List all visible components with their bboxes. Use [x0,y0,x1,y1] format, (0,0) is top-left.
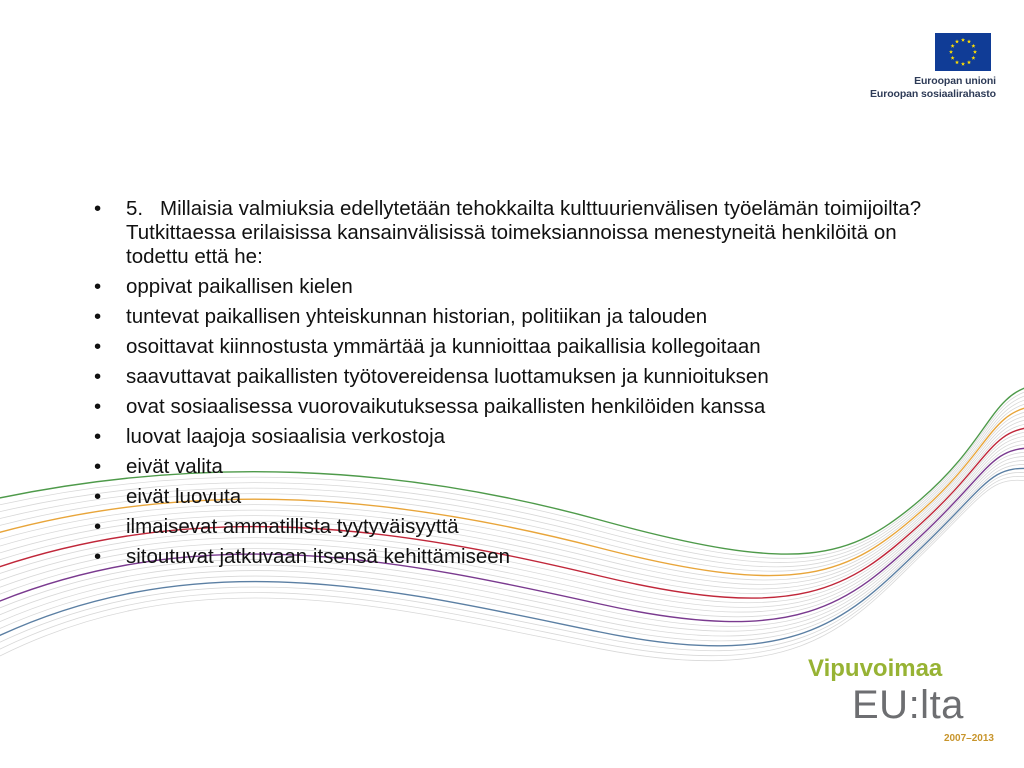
eu-star-icon [971,56,975,60]
eu-flag-icon [935,33,991,71]
eu-star-icon [967,60,971,64]
bullet-item [94,335,954,359]
eu-star-icon [973,50,977,54]
eu-star-icon [951,44,955,48]
bullet-icon: • [94,545,102,568]
bullet-icon: • [94,395,102,418]
eu-star-icon [955,60,959,64]
bullet-item [94,395,954,419]
bullet-icon: • [94,425,102,448]
bullet-item [94,275,954,299]
eu-star-icon [961,62,965,66]
eu-star-icon [951,56,955,60]
eu-star-icon [971,44,975,48]
bullet-text: eivät valita [126,455,223,478]
eu-star-icon [949,50,953,54]
bullet-item [94,515,954,539]
bullet-text: ovat sosiaalisessa vuorovaikutuksessa paikallisten henkilöiden kanssa [126,395,766,418]
bullet-number: 5. [126,197,144,220]
bullet-icon: • [94,515,102,538]
bullet-item [94,485,954,509]
bullet-icon: • [94,365,102,388]
bullet-text: Millaisia valmiuksia edellytetään tehokkailta kulttuurienvälisen työelämän toimijoilta? Tutkittaessa erilaisissa kansainvälisissä toimeksiannoissa menestyneitä henkilöitä on todettu että he: [126,197,922,268]
bullet-text: oppivat paikallisen kielen [126,275,353,298]
bullet-text: osoittavat kiinnostusta ymmärtää ja kunnioittaa paikallisia kollegoitaan [126,335,761,358]
bullet-text: sitoutuvat jatkuvaan itsensä kehittämiseen [126,545,511,568]
vipuvoimaa-title: Vipuvoimaa [808,655,943,682]
eu-logo-line2: Euroopan sosiaalirahasto [870,88,996,100]
bullet-text: saavuttavat paikallisten työtovereidensa luottamuksen ja kunnioituksen [126,365,769,388]
bullet-item [94,305,954,329]
vipuvoimaa-logo [808,655,1008,750]
bullet-item [94,197,954,269]
eu-star-icon [955,39,959,43]
bullet-text: tuntevat paikallisen yhteiskunnan historian, politiikan ja talouden [126,305,708,328]
eu-logo-line1: Euroopan unioni [914,75,996,87]
eu-star-icon [967,39,971,43]
bullet-text: eivät luovuta [126,485,242,508]
bullet-text: ilmaisevat ammatillista tyytyväisyyttä [126,515,459,538]
bullet-item [94,455,954,479]
bullet-icon: • [94,455,102,478]
program-years: 2007–2013 [943,733,994,744]
bullet-icon: • [94,335,102,358]
bullet-list [94,197,954,575]
eu-lta-subtitle: EU:lta [852,683,964,727]
eu-logo [866,30,996,110]
bullet-item [94,365,954,389]
bullet-item [94,545,954,569]
bullet-text: luovat laajoja sosiaalisia verkostoja [126,425,446,448]
bullet-icon: • [94,197,102,220]
bullet-icon: • [94,275,102,298]
bullet-icon: • [94,305,102,328]
bullet-item [94,425,954,449]
bullet-icon: • [94,485,102,508]
eu-star-icon [961,38,965,42]
